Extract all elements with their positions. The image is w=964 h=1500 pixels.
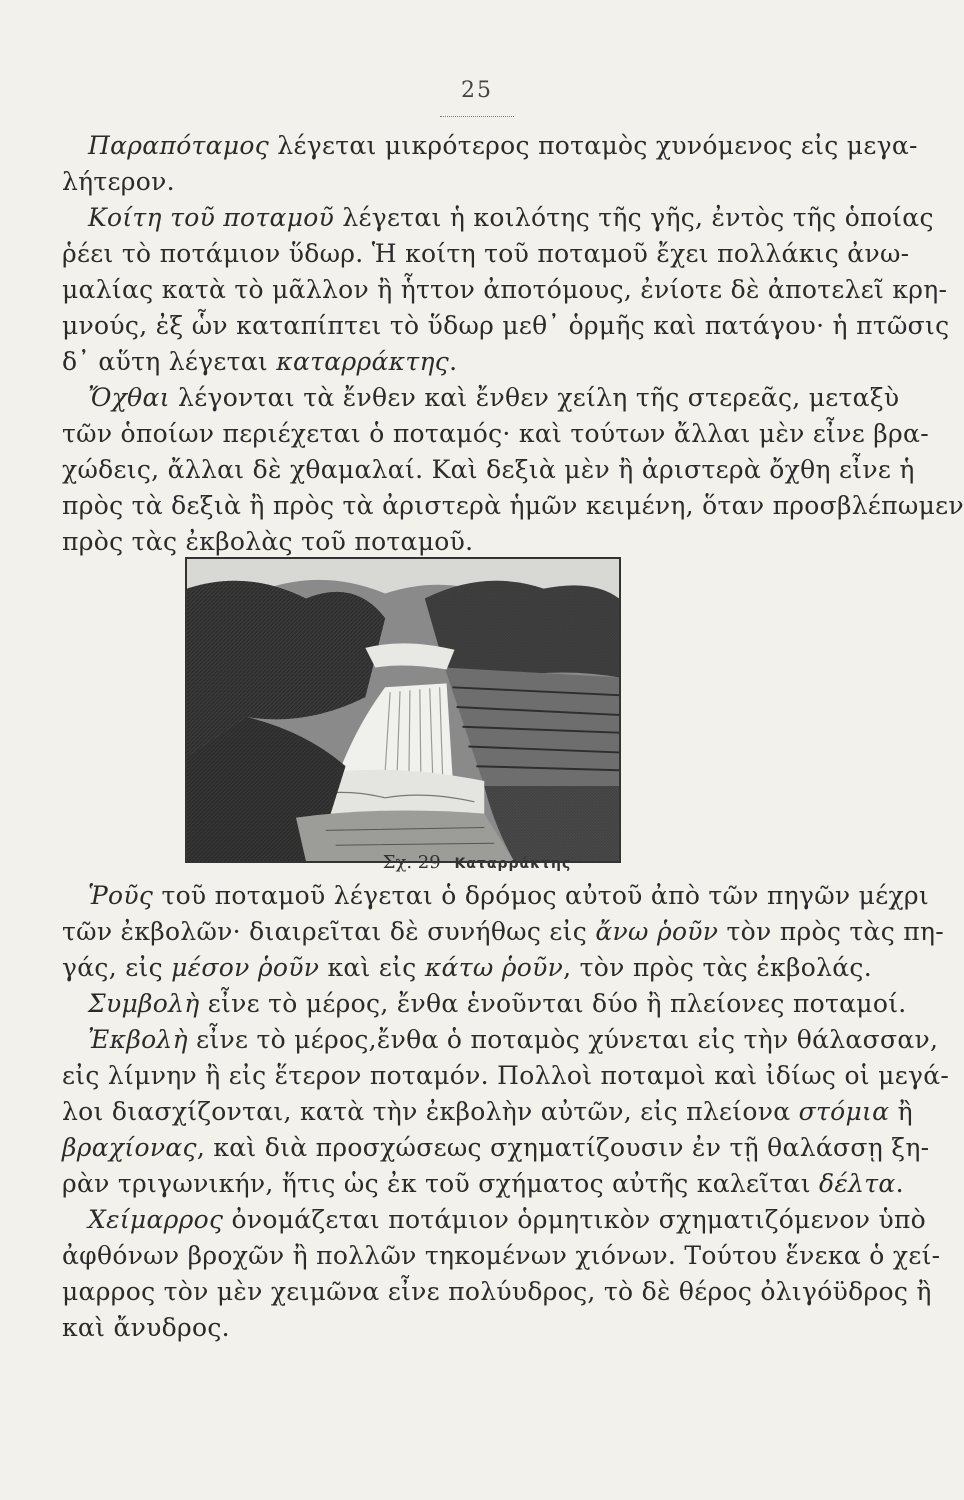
text-run: λέγονται τὰ ἔνθεν καὶ ἔνθεν χείλη τῆς στερεᾶς, μεταξὺ [169,383,900,412]
term-italic: κάτω ῥοῦν [424,953,564,982]
text-line [62,1022,939,1058]
text-run: γάς, εἰς [62,953,172,982]
term-italic: βραχίονας [62,1133,197,1162]
term-italic: Κοίτη τοῦ ποταμοῦ [88,203,335,232]
figure-caption-number: Σχ. 29 [382,852,441,873]
paragraph [62,986,907,1022]
text-line [62,272,948,308]
text-run: τῶν ἐκβολῶν· διαιρεῖται δὲ συνήθως εἰς [62,917,596,946]
page-number: 25 [461,78,493,103]
term-italic: Ὄχθαι [88,383,170,412]
text-run: εἰς λίμνην ἢ εἰς ἕτερον ποταμόν. Πολλοὶ ποταμοὶ καὶ ἰδίως οἱ μεγά- [62,1061,950,1090]
text-line [62,344,784,380]
paragraph [62,1202,941,1346]
text-line [62,1274,932,1310]
paragraph [62,380,964,560]
text-line [62,1094,913,1130]
term-italic: Παραπόταμος [88,131,270,160]
text-line [62,1238,941,1274]
text-line [62,128,918,164]
text-line [62,1166,904,1202]
term-italic: στόμια [798,1097,890,1126]
term-italic: Ῥοῦς [88,881,154,910]
text-run: πρὸς τὰς ἐκβολὰς τοῦ ποταμοῦ. [62,527,474,556]
text-run: μαλίας κατὰ τὸ μᾶλλον ἢ ἧττον ἀποτόμους, ἐνίοτε δὲ ἀποτελεῖ κρη- [62,275,948,304]
text-run: λήτερον. [62,167,175,196]
text-line [62,950,872,986]
text-run: λοι διασχίζονται, κατὰ τὴν ἐκβολὴν αὐτῶν, εἰς πλείονα [62,1097,799,1126]
text-line [62,986,907,1022]
text-run: τῶν ὁποίων περιέχεται ὁ ποταμός· καὶ τούτων ἄλλαι μὲν εἶνε βρα- [62,419,929,448]
figure-caption-title: Καταρράκτης [454,856,572,872]
text-run: τοῦ ποταμοῦ λέγεται ὁ δρόμος αὐτοῦ ἀπὸ τῶν πηγῶν μέχρι [153,881,930,910]
text-run: . [449,347,458,376]
text-line [62,308,950,344]
text-run: , καὶ διὰ προσχώσεως σχηματίζουσιν ἐν τῇ θαλάσσῃ ξη- [196,1133,930,1162]
term-italic: Ἐκβολὴ [88,1025,188,1054]
term-italic: μέσον ῥοῦν [171,953,320,982]
paragraph [62,878,945,986]
text-line [62,236,910,272]
page-number-rule [440,116,514,117]
text-run: ἢ [889,1097,913,1126]
text-line [62,914,945,950]
paragraph [62,200,950,380]
text-run: χώδεις, ἄλλαι δὲ χθαμαλαί. Καὶ δεξιὰ μὲν ἢ ἀριστερὰ ὄχθη εἶνε ἡ [62,455,915,484]
text-line [62,524,784,560]
text-line [62,1202,927,1238]
waterfall-illustration [185,557,621,863]
text-line [62,200,934,236]
text-line [62,164,784,200]
term-italic: Συμβολὴ [88,989,200,1018]
text-line [62,380,900,416]
text-line [62,416,929,452]
text-line [62,1130,930,1166]
paragraph [62,1022,950,1202]
text-run: ἀφθόνων βροχῶν ἢ πολλῶν τηκομένων χιόνων. Τούτου ἕνεκα ὁ χεί- [62,1241,941,1270]
text-line [62,1058,950,1094]
term-italic: δέλτα [819,1169,896,1198]
text-run: πρὸς τὰ δεξιὰ ἢ πρὸς τὰ ἀριστερὰ ἡμῶν κειμένη, ὅταν προσβλέπωμεν [62,491,964,520]
text-run: εἶνε τὸ μέρος,ἔνθα ὁ ποταμὸς χύνεται εἰς τὴν θάλασσαν, [187,1025,939,1054]
text-run: , τὸν πρὸς τὰς ἐκβολάς. [563,953,872,982]
text-block-top [62,128,964,560]
text-run: μνούς, ἐξ ὧν καταπίπτει τὸ ὕδωρ μεθ᾽ ὁρμῆς καὶ πατάγου· ἡ πτῶσις [62,311,950,340]
paragraph [62,128,918,200]
term-italic: Χείμαρρος [88,1205,224,1234]
text-run: τὸν πρὸς τὰς πη- [718,917,945,946]
text-block-bottom [62,878,950,1346]
waterfall-engraving [187,559,619,861]
text-run: λέγεται μικρότερος ποταμὸς χυνόμενος εἰς μεγα- [269,131,918,160]
text-line [62,488,964,524]
text-line [62,878,930,914]
text-run: . [895,1169,904,1198]
text-run: καὶ εἰς [319,953,425,982]
figure-caption [0,852,954,873]
text-line [62,452,915,488]
text-run: εἶνε τὸ μέρος, ἔνθα ἑνοῦνται δύο ἢ πλείονες ποταμοί. [199,989,907,1018]
text-run: ρὰν τριγωνικήν, ἥτις ὡς ἐκ τοῦ σχήματος αὐτῆς καλεῖται [62,1169,820,1198]
text-run: καὶ ἄνυδρος. [62,1313,230,1342]
text-run: μαρρος τὸν μὲν χειμῶνα εἶνε πολύυδρος, τὸ δὲ θέρος ὀλιγόϋδρος ἢ [62,1277,932,1306]
text-run: ὀνομάζεται ποτάμιον ὁρμητικὸν σχηματιζόμενον ὑπὸ [223,1205,927,1234]
term-italic: καταρράκτης [276,347,450,376]
text-run: ῥέει τὸ ποτάμιον ὕδωρ. Ἡ κοίτη τοῦ ποταμοῦ ἔχει πολλάκις ἀνω- [62,239,910,268]
term-italic: ἄνω ῥοῦν [595,917,719,946]
text-run: λέγεται ἡ κοιλότης τῆς γῆς, ἐντὸς τῆς ὁποίας [334,203,934,232]
text-line [62,1310,784,1346]
text-run: δ᾽ αὕτη λέγεται [62,347,277,376]
